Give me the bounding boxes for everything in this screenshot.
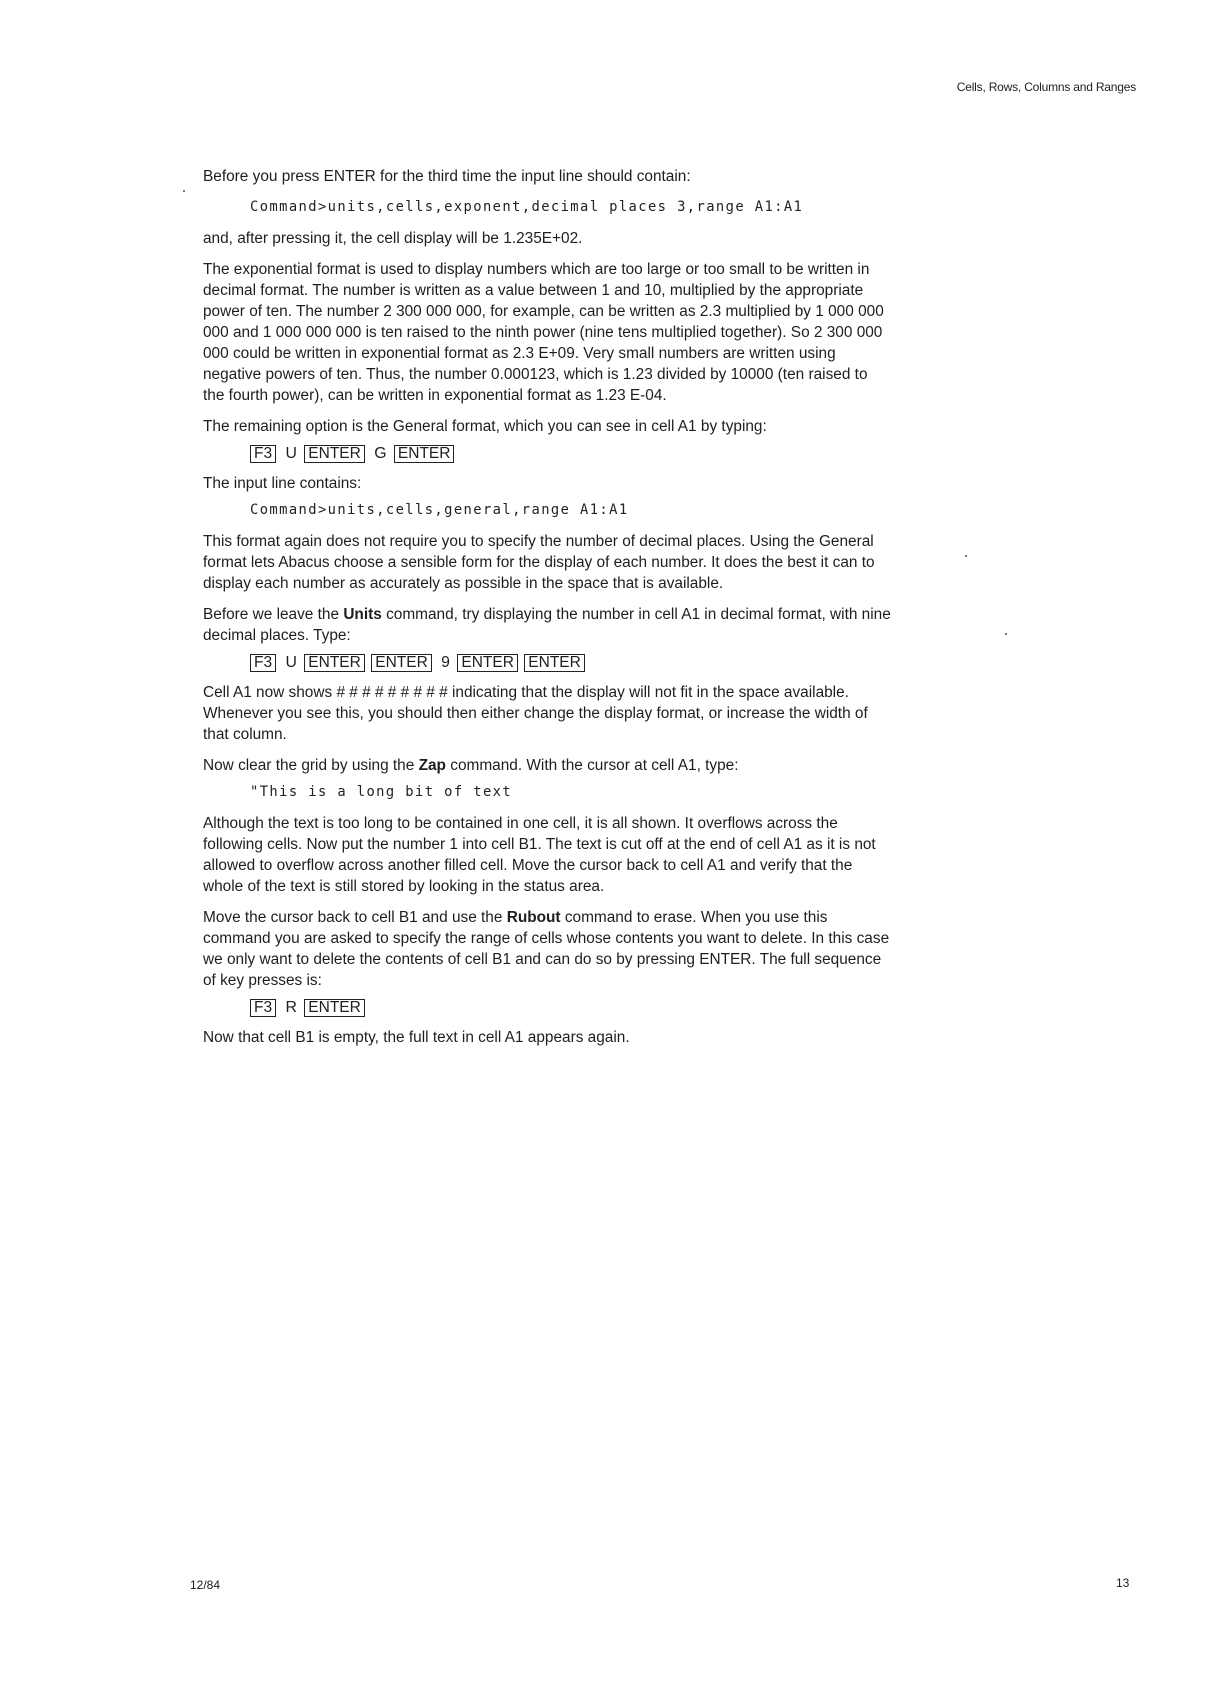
key-cap: ENTER [371,654,432,672]
paragraph: This format again does not require you to specify the number of decimal places. Using the General format lets Abacus choose a sensible form for the display of each number. It does the best it can to display each number as accurately as possible in the space that is available. [203,533,875,592]
key-cap: F3 [250,654,276,672]
key-text: U [285,445,297,462]
key-sequence [250,652,893,674]
code-line: Command>units,cells,exponent,decimal places 3,range A1:A1 [250,199,804,215]
paragraph: Before we leave the Units command, try displaying the number in cell A1 in decimal format, with nine decimal places. Type: [203,606,891,644]
paragraph: and, after pressing it, the cell display will be 1.235E+02. [203,230,583,247]
paragraph: The exponential format is used to display numbers which are too large or too small to be written in decimal format. The number is written as a value between 1 and 10, multiplied by the appropriate power of ten. The number 2 300 000 000, for example, can be written as 2.3 multiplied by 1 000 000 000 and 1 000 000 000 is ten raised to the ninth power (nine tens multiplied together). So 2 300 000 000 could be written in exponential format as 2.3 E+09. Very small numbers are written using negative powers of ten. Thus, the number 0.000123, which is 1.23 divided by 10000 (ten raised to the fourth power), can be written in exponential format as 1.23 E-04. [203,261,884,404]
key-cap: ENTER [457,654,518,672]
paragraph: The input line contains: [203,475,362,492]
code-line: "This is a long bit of text [250,784,513,800]
paragraph: Now that cell B1 is empty, the full text in cell A1 appears again. [203,1029,630,1046]
key-cap: ENTER [394,445,455,463]
command-name: Units [343,606,382,623]
running-header: Cells, Rows, Columns and Ranges [956,80,1136,94]
key-cap: ENTER [524,654,585,672]
paragraph: Move the cursor back to cell B1 and use the Rubout command to erase. When you use this command you are asked to specify the range of cells whose contents you want to delete. In this case we only want to delete the contents of cell B1 and can do so by pressing ENTER. The full sequence of key presses is: [203,909,890,989]
command-name: Zap [418,757,446,774]
key-cap: F3 [250,445,276,463]
key-text: 9 [441,654,450,671]
command-name: Rubout [506,909,561,926]
footer-date: 12/84 [190,1578,221,1592]
key-text: U [285,654,297,671]
key-cap: ENTER [304,654,365,672]
code-line: Command>units,cells,general,range A1:A1 [250,502,629,518]
scan-speck [965,555,967,557]
key-cap: ENTER [304,445,365,463]
paragraph: The remaining option is the General format, which you can see in cell A1 by typing: [203,418,767,435]
paragraph: Before you press ENTER for the third time the input line should contain: [203,168,691,185]
page-number: 13 [1116,1576,1130,1590]
paragraph: Although the text is too long to be contained in one cell, it is all shown. It overflows across the following cells. Now put the number 1 into cell B1. The text is cut off at the end of cell A1 as it is not allowed to overflow across another filled cell. Move the cursor back to cell A1 and verify that the whole of the text is still stored by looking in the status area. [203,815,876,895]
key-sequence [250,443,893,465]
key-sequence [250,997,893,1019]
page-body [203,166,893,1058]
paragraph: Now clear the grid by using the Zap command. With the cursor at cell A1, type: [203,757,739,774]
scan-speck [1005,633,1007,635]
paragraph: Cell A1 now shows # # # # # # # # # indicating that the display will not fit in the space available. Whenever you see this, you should then either change the display format, or increase the width of that column. [203,684,868,743]
key-text: G [374,445,387,462]
scan-speck [183,190,185,192]
key-cap: F3 [250,999,276,1017]
key-cap: ENTER [304,999,365,1017]
key-text: R [285,999,297,1016]
